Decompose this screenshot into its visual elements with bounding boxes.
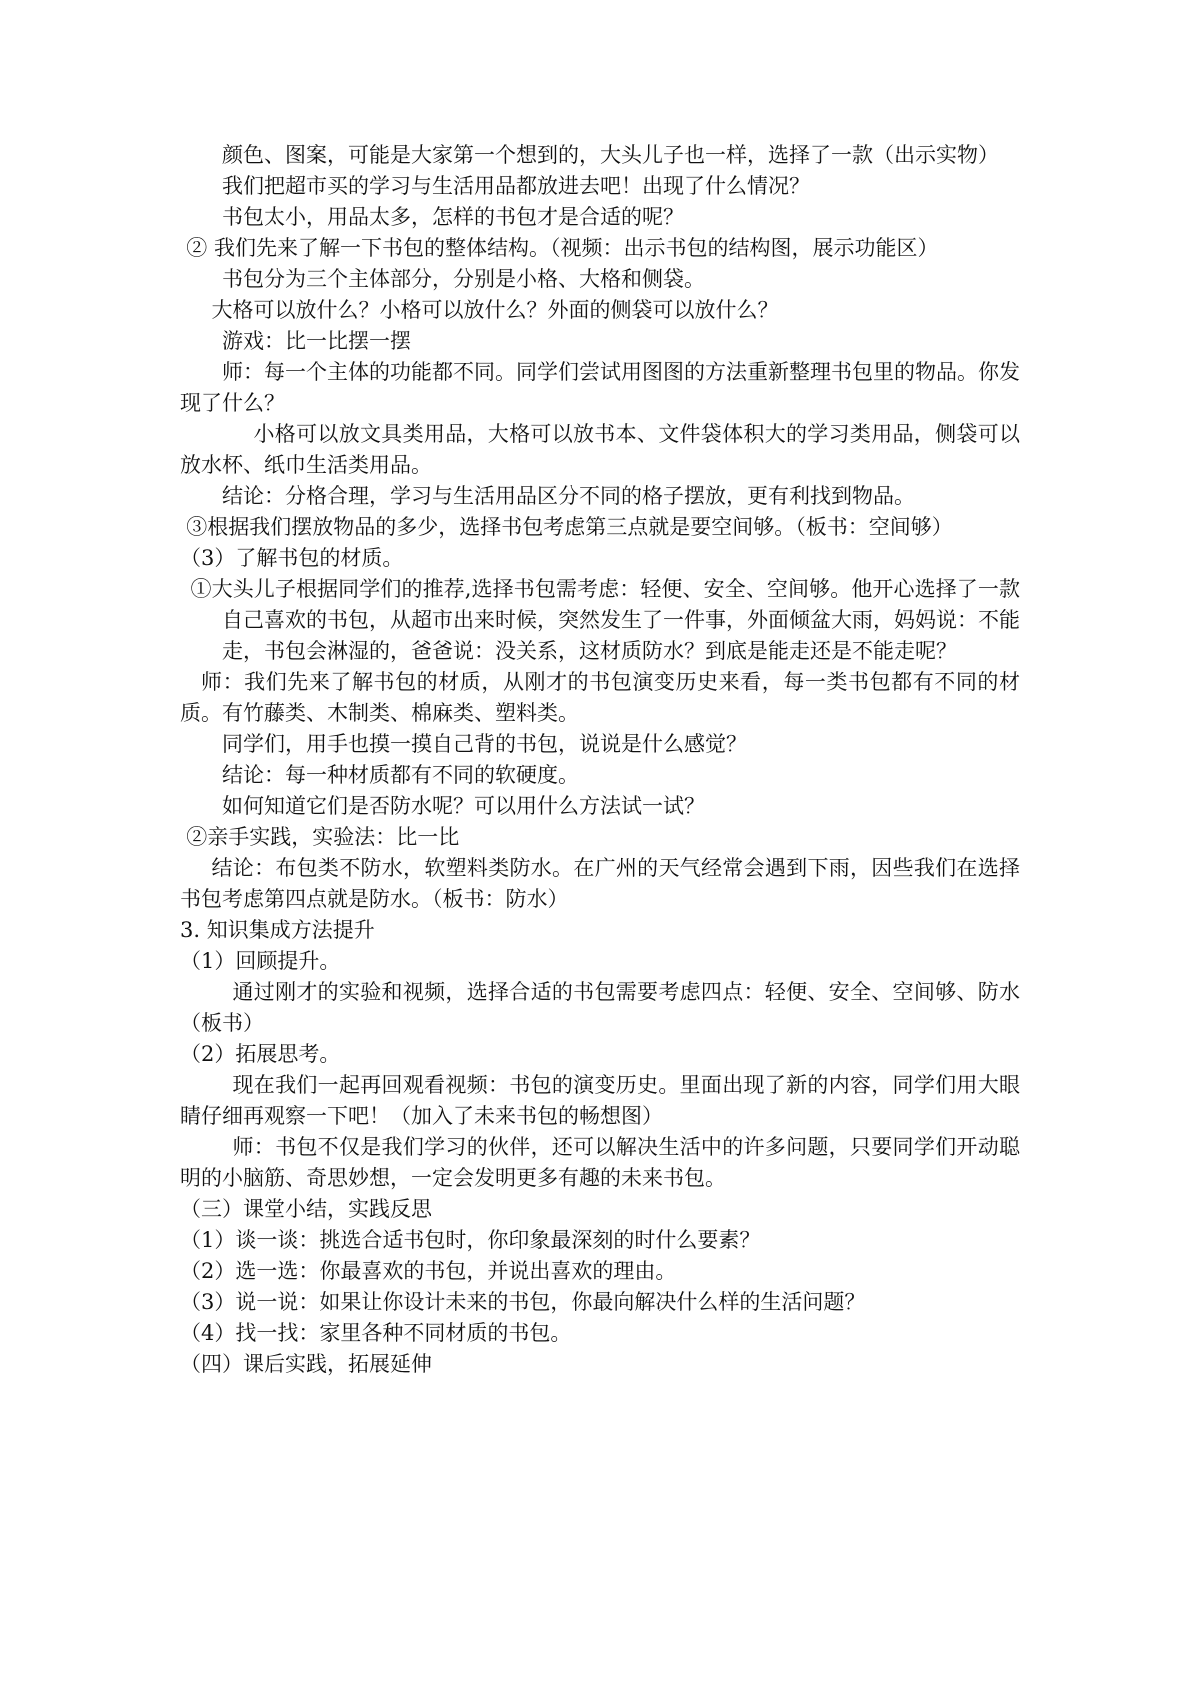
paragraph: 书包分为三个主体部分，分别是小格、大格和侧袋。 bbox=[222, 267, 705, 291]
document-body bbox=[180, 140, 1020, 1380]
list-item: （4）找一找：家里各种不同材质的书包。 bbox=[180, 1321, 572, 1345]
paragraph: 书包太小，用品太多，怎样的书包才是合适的呢？ bbox=[222, 205, 684, 229]
paragraph: 师：每一个主体的功能都不同。同学们尝试用图图的方法重新整理书包里的物品。你发现了什么？ bbox=[180, 360, 1020, 415]
section-heading: （四）课后实践，拓展延伸 bbox=[180, 1352, 432, 1376]
section-heading: （2）拓展思考。 bbox=[180, 1042, 341, 1066]
paragraph: ①大头儿子根据同学们的推荐,选择书包需考虑：轻便、安全、空间够。他开心选择了一款自己喜欢的书包，从超市出来时候，突然发生了一件事，外面倾盆大雨，妈妈说：不能走，书包会淋湿的，爸爸说：没关系，这材质防水？到底是能走还是不能走呢？ bbox=[190, 577, 1020, 663]
list-item: （2）选一选：你最喜欢的书包，并说出喜欢的理由。 bbox=[180, 1259, 677, 1283]
section-heading: （3）了解书包的材质。 bbox=[180, 546, 404, 570]
paragraph: ②亲手实践，实验法：比一比 bbox=[186, 825, 460, 849]
section-heading: 3. 知识集成方法提升 bbox=[180, 918, 375, 942]
paragraph: 结论：分格合理，学习与生活用品区分不同的格子摆放，更有利找到物品。 bbox=[222, 484, 915, 508]
paragraph: 如何知道它们是否防水呢？可以用什么方法试一试？ bbox=[222, 794, 705, 818]
paragraph: ② 我们先来了解一下书包的整体结构。（视频：出示书包的结构图，展示功能区） bbox=[186, 236, 939, 260]
list-item: （1）谈一谈：挑选合适书包时，你印象最深刻的时什么要素？ bbox=[180, 1228, 761, 1252]
section-heading: （三）课堂小结，实践反思 bbox=[180, 1197, 432, 1221]
paragraph: ③根据我们摆放物品的多少，选择书包考虑第三点就是要空间够。（板书：空间够） bbox=[186, 515, 953, 539]
paragraph: 同学们，用手也摸一摸自己背的书包，说说是什么感觉？ bbox=[222, 732, 747, 756]
paragraph: 小格可以放文具类用品，大格可以放书本、文件袋体积大的学习类用品，侧袋可以放水杯、纸巾生活类用品。 bbox=[180, 422, 1020, 477]
list-item: （3）说一说：如果让你设计未来的书包，你最向解决什么样的生活问题？ bbox=[180, 1290, 866, 1314]
paragraph: 游戏：比一比摆一摆 bbox=[222, 329, 411, 353]
paragraph: 师：书包不仅是我们学习的伙伴，还可以解决生活中的许多问题，只要同学们开动聪明的小脑筋、奇思妙想，一定会发明更多有趣的未来书包。 bbox=[180, 1135, 1020, 1190]
paragraph: 结论：布包类不防水，软塑料类防水。在广州的天气经常会遇到下雨，因些我们在选择书包考虑第四点就是防水。（板书：防水） bbox=[180, 856, 1020, 911]
paragraph: 我们把超市买的学习与生活用品都放进去吧！出现了什么情况？ bbox=[222, 174, 810, 198]
paragraph: 通过刚才的实验和视频，选择合适的书包需要考虑四点：轻便、安全、空间够、防水（板书） bbox=[180, 980, 1020, 1035]
paragraph: 颜色、图案，可能是大家第一个想到的，大头儿子也一样，选择了一款（出示实物） bbox=[222, 143, 999, 167]
paragraph: 结论：每一种材质都有不同的软硬度。 bbox=[222, 763, 579, 787]
paragraph: 师：我们先来了解书包的材质，从刚才的书包演变历史来看，每一类书包都有不同的材质。有竹藤类、木制类、棉麻类、塑料类。 bbox=[180, 670, 1020, 725]
paragraph: 大格可以放什么？小格可以放什么？外面的侧袋可以放什么？ bbox=[211, 298, 779, 322]
paragraph: 现在我们一起再回观看视频：书包的演变历史。里面出现了新的内容，同学们用大眼睛仔细再观察一下吧！（加入了未来书包的畅想图） bbox=[180, 1073, 1020, 1128]
section-heading: （1）回顾提升。 bbox=[180, 949, 341, 973]
